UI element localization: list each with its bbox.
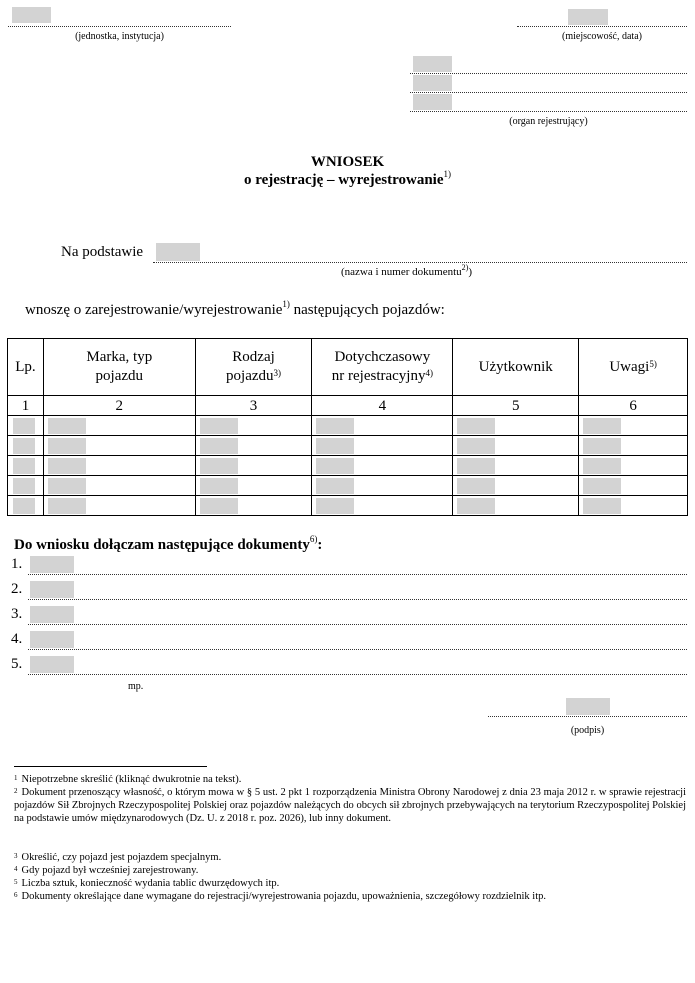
attachment-field-1[interactable]: [30, 556, 74, 573]
organ-field-2[interactable]: [413, 75, 452, 91]
table-cell-prev-reg: [312, 416, 453, 436]
table-cell-lp: [8, 476, 44, 496]
notes-field[interactable]: [583, 418, 621, 434]
table-cell-make: [43, 416, 195, 436]
title-sub-sup: 1): [443, 169, 451, 179]
request-text-end: następujących pojazdów:: [289, 302, 445, 318]
type-field[interactable]: [200, 458, 238, 474]
title-sub-text: o rejestrację – wyrejestrowanie: [244, 172, 444, 188]
table-cell-user: [453, 436, 579, 456]
lp-field[interactable]: [13, 418, 35, 434]
type-field[interactable]: [200, 438, 238, 454]
lp-field[interactable]: [13, 478, 35, 494]
col-header-type: Rodzaj pojazdu$^{3)}$: [195, 339, 312, 396]
prev-reg-field[interactable]: [316, 418, 354, 434]
attachment-num-5: 5.: [11, 656, 23, 672]
table-cell-type: [195, 436, 312, 456]
notes-field[interactable]: [583, 458, 621, 474]
organ-line-3: [410, 111, 687, 112]
table-cell-prev-reg: [312, 456, 453, 476]
col-number-3: 3: [195, 396, 312, 416]
table-cell-lp: [8, 496, 44, 516]
lp-field[interactable]: [13, 458, 35, 474]
col-number-1: 1: [8, 396, 44, 416]
attachment-num-4: 4.: [11, 631, 23, 647]
prev-reg-field[interactable]: [316, 458, 354, 474]
attachment-field-3[interactable]: [30, 606, 74, 623]
col-number-2: 2: [43, 396, 195, 416]
make-field[interactable]: [48, 478, 86, 494]
basis-field[interactable]: [156, 243, 200, 261]
table-cell-make: [43, 436, 195, 456]
stamp-label: mp.: [128, 681, 144, 692]
attachments-heading-text: Do wniosku dołączam następujące dokumenty: [14, 537, 310, 553]
user-field[interactable]: [457, 498, 495, 514]
table-cell-type: [195, 476, 312, 496]
basis-caption-end: ): [468, 266, 472, 278]
attachment-line-3: [28, 624, 687, 625]
place-date-caption: (miejscowość, data): [562, 31, 642, 42]
request-text: [25, 299, 445, 319]
col-header-prev-reg: Dotychczasowy nr rejestracyjny$^{4)}$: [312, 339, 453, 396]
col-number-5: 5: [453, 396, 579, 416]
table-cell-make: [43, 456, 195, 476]
col-number-6: 6: [579, 396, 688, 416]
table-cell-notes: [579, 416, 688, 436]
footnote-3: $^3$ Określić, czy pojazd jest pojazdem specjalnym.: [14, 852, 222, 863]
signature-field[interactable]: [566, 698, 610, 715]
type-field[interactable]: [200, 498, 238, 514]
table-row: [8, 416, 688, 436]
attachment-num-3: 3.: [11, 606, 23, 622]
unit-line: [8, 26, 231, 27]
attachment-field-4[interactable]: [30, 631, 74, 648]
table-cell-type: [195, 496, 312, 516]
basis-line: [153, 262, 687, 263]
attachment-num-1: 1.: [11, 556, 23, 572]
signature-caption: (podpis): [570, 725, 605, 736]
request-text-main: wnoszę o zarejestrowanie/wyrejestrowanie: [25, 302, 283, 318]
col-number-4: 4: [312, 396, 453, 416]
notes-field[interactable]: [583, 438, 621, 454]
attachment-num-2: 2.: [11, 581, 23, 597]
table-cell-lp: [8, 456, 44, 476]
unit-caption: (jednostka, instytucja): [75, 31, 164, 42]
table-cell-make: [43, 476, 195, 496]
basis-caption-text: (nazwa i numer dokumentu: [341, 266, 462, 278]
place-date-line: [517, 26, 687, 27]
prev-reg-field[interactable]: [316, 478, 354, 494]
make-field[interactable]: [48, 458, 86, 474]
organ-line-2: [410, 92, 687, 93]
table-number-row: [8, 396, 688, 416]
table-cell-notes: [579, 476, 688, 496]
organ-caption: (organ rejestrujący): [509, 116, 588, 127]
table-row: [8, 496, 688, 516]
footnote-6: $^6$ Dokumenty określające dane wymagane do rejestracji/wyrejestrowania pojazdu, upoważnienia, szczegółowy rozdzielnik itp.: [14, 891, 547, 902]
make-field[interactable]: [48, 498, 86, 514]
attachment-field-5[interactable]: [30, 656, 74, 673]
organ-field-3[interactable]: [413, 94, 452, 110]
table-header-row: [8, 339, 688, 396]
col-header-notes: Uwagi$^{5)}$: [579, 339, 688, 396]
attachment-line-5: [28, 674, 687, 675]
user-field[interactable]: [457, 438, 495, 454]
table-cell-prev-reg: [312, 496, 453, 516]
user-field[interactable]: [457, 418, 495, 434]
lp-field[interactable]: [13, 438, 35, 454]
prev-reg-field[interactable]: [316, 438, 354, 454]
table-row: [8, 456, 688, 476]
request-sup: 1): [282, 299, 290, 309]
table-cell-user: [453, 416, 579, 436]
make-field[interactable]: [48, 438, 86, 454]
attachments-heading-sup: 6): [309, 534, 318, 544]
footnote-separator: [14, 766, 207, 767]
table-cell-prev-reg: [312, 476, 453, 496]
user-field[interactable]: [457, 478, 495, 494]
make-field[interactable]: [48, 418, 86, 434]
lp-field[interactable]: [13, 498, 35, 514]
vehicles-table-body: [8, 416, 688, 516]
table-cell-user: [453, 476, 579, 496]
notes-field[interactable]: [583, 498, 621, 514]
attachments-heading-end: :: [317, 537, 323, 553]
place-date-field[interactable]: [568, 9, 608, 25]
basis-caption: [341, 263, 472, 278]
attachment-line-4: [28, 649, 687, 650]
attachment-field-2[interactable]: [30, 581, 74, 598]
attachments-heading: [14, 534, 323, 554]
footnote-2: $^2$ Dokument przenoszący własność, o którym mowa w § 5 ust. 2 pkt 1 rozporządzenia Ministra Obrony Narodowej z dnia 23 maja 2012 r. w sprawie rejestracji pojazdów Sił Zbrojnych Rzeczypospolitej Polskiej oraz pojazdów należących do obcych sił zbrojnych przebywających na terytorium Rzeczypospolitej Polskiej na podstawie umów międzynarodowych (Dz. U. z 2018 r. poz. 2026), lub inny dokument.: [14, 787, 686, 824]
organ-field-1[interactable]: [413, 56, 452, 72]
table-cell-notes: [579, 456, 688, 476]
unit-field[interactable]: [12, 7, 51, 23]
table-cell-type: [195, 416, 312, 436]
col-header-user: Użytkownik: [453, 339, 579, 396]
vehicles-table: [7, 338, 688, 516]
table-cell-notes: [579, 436, 688, 456]
type-field[interactable]: [200, 418, 238, 434]
notes-field[interactable]: [583, 478, 621, 494]
table-cell-notes: [579, 496, 688, 516]
prev-reg-field[interactable]: [316, 498, 354, 514]
basis-label: Na podstawie: [61, 244, 144, 260]
table-row: [8, 476, 688, 496]
table-row: [8, 436, 688, 456]
user-field[interactable]: [457, 458, 495, 474]
signature-line: [488, 716, 687, 717]
table-cell-prev-reg: [312, 436, 453, 456]
title-main: WNIOSEK: [310, 154, 385, 170]
type-field[interactable]: [200, 478, 238, 494]
table-cell-make: [43, 496, 195, 516]
basis-caption-sup: 2): [461, 263, 469, 272]
footnote-1: $^1$ Niepotrzebne skreślić (kliknąć dwukrotnie na tekst).: [14, 774, 242, 785]
attachment-line-2: [28, 599, 687, 600]
footnote-4: $^4$ Gdy pojazd był wcześniej zarejestrowany.: [14, 865, 199, 876]
table-cell-lp: [8, 436, 44, 456]
organ-line-1: [410, 73, 687, 74]
table-cell-type: [195, 456, 312, 476]
footnote-5: $^5$ Liczba sztuk, konieczność wydania tablic dwurzędowych itp.: [14, 878, 280, 889]
table-cell-user: [453, 496, 579, 516]
table-cell-user: [453, 456, 579, 476]
col-header-make: Marka, typ pojazdu: [43, 339, 195, 396]
table-cell-lp: [8, 416, 44, 436]
attachment-line-1: [28, 574, 687, 575]
col-header-lp: Lp.: [8, 339, 44, 396]
title-sub: [0, 169, 695, 189]
